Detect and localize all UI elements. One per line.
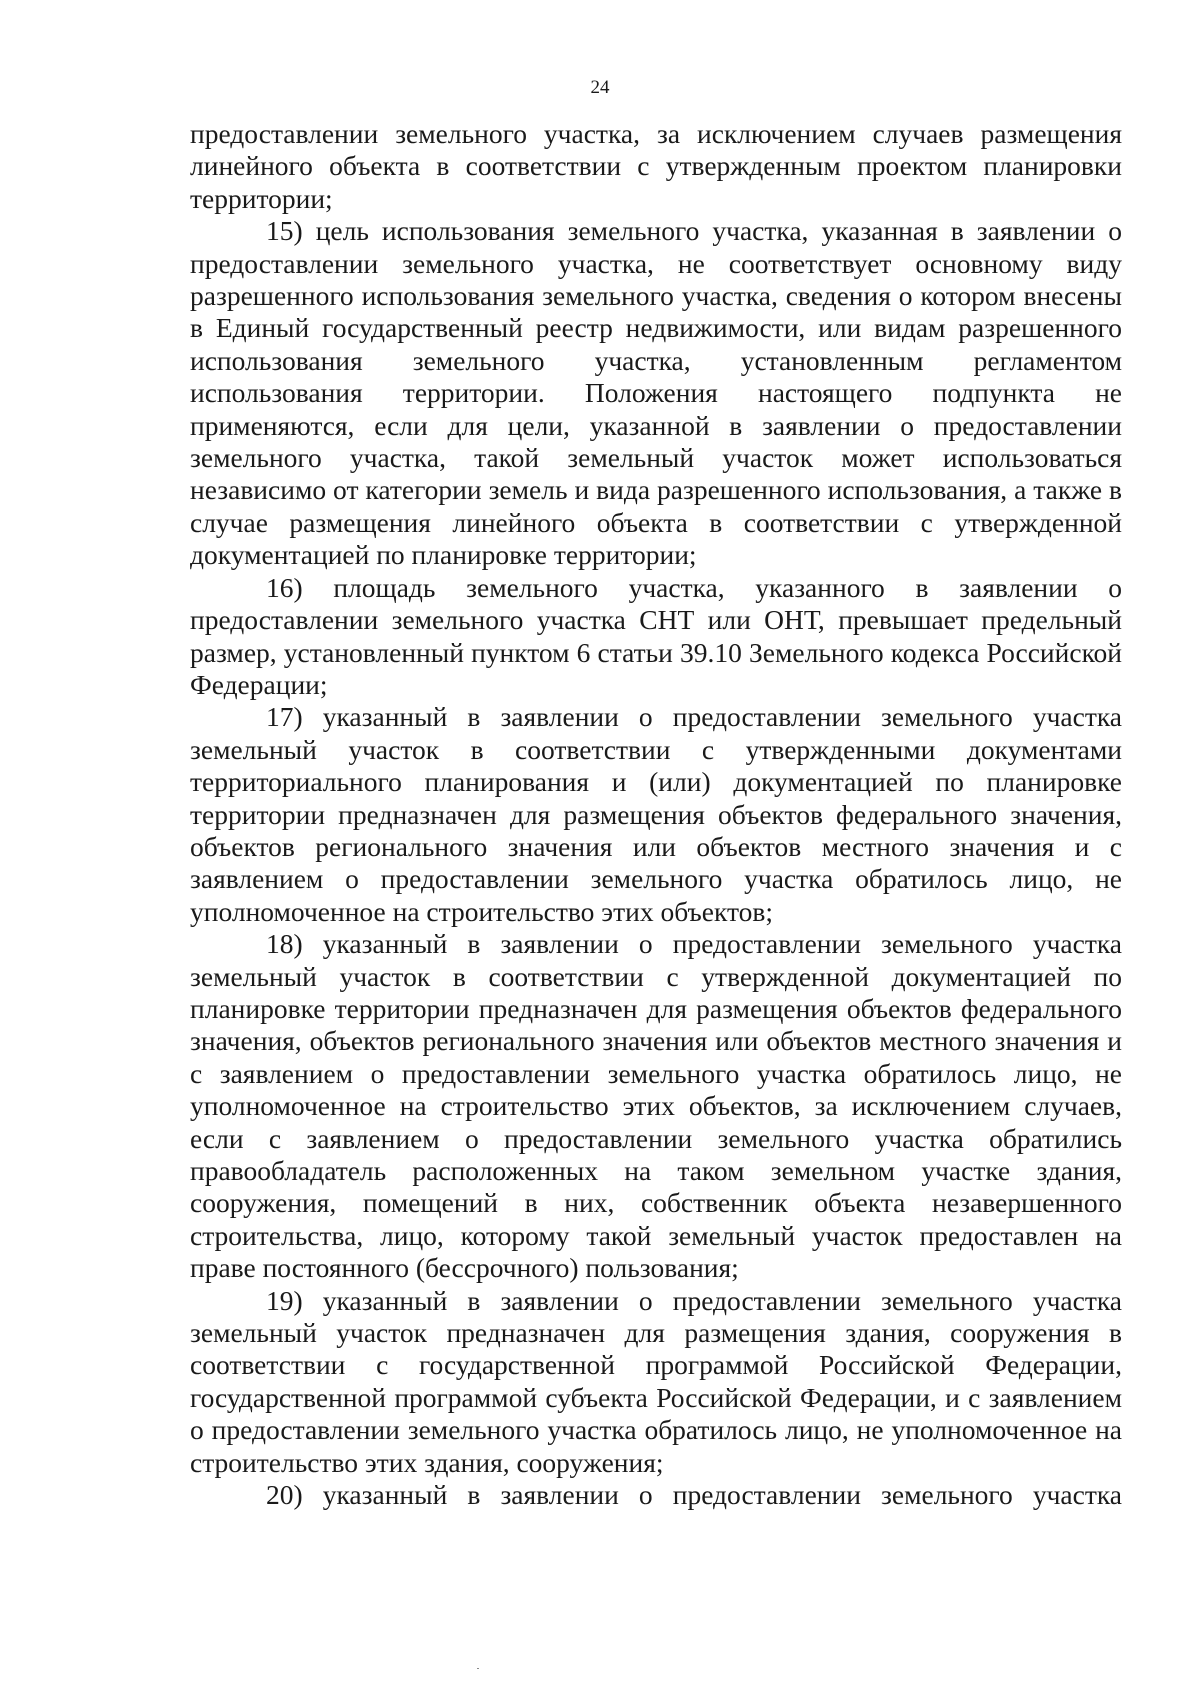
paragraph-item-19: 19) указанный в заявлении о предоставлении земельного участка земельный участок предназначен для размещения здания, сооружения в соответствии с государственной программой Российской Федерации, государственной программой субъекта Российской Федерации, и с заявлением о предоставлении земельного участка обратилось лицо, не уполномоченное на строительство этих здания, сооружения;: [190, 1284, 1122, 1478]
scan-speck: [477, 1668, 479, 1669]
page-number: 24: [590, 77, 610, 98]
paragraph-item-17: 17) указанный в заявлении о предоставлении земельного участка земельный участок в соответствии с утвержденными документами территориального планирования и (или) документацией по планировке территории предназначен для размещения объектов федерального значения, объектов регионального значения или объектов местного значения и с заявлением о предоставлении земельного участка обратилось лицо, не уполномоченное на строительство этих объектов;: [190, 701, 1122, 927]
document-body: [190, 118, 1122, 1511]
paragraph-continuation: предоставлении земельного участка, за исключением случаев размещения линейного объекта в соответствии с утвержденным проектом планировки территории;: [190, 118, 1122, 214]
paragraph-item-20: 20) указанный в заявлении о предоставлении земельного участка: [266, 1479, 1122, 1511]
paragraph-item-16: 16) площадь земельного участка, указанного в заявлении о предоставлении земельного участка СНТ или ОНТ, превышает предельный размер, установленный пунктом 6 статьи 39.10 Земельного кодекса Российской Федерации;: [190, 571, 1122, 700]
paragraph-item-15: 15) цель использования земельного участка, указанная в заявлении о предоставлении земельного участка, не соответствует основному виду разрешенного использования земельного участка, сведения о котором внесены в Единый государственный реестр недвижимости, или видам разрешенного использования земельного участка, установленным регламентом использования территории. Положения настоящего подпункта не применяются, если для цели, указанной в заявлении о предоставлении земельного участка, такой земельный участок может использоваться независимо от категории земель и вида разрешенного использования, а также в случае размещения линейного объекта в соответствии с утвержденной документацией по планировке территории;: [190, 215, 1122, 571]
paragraph-item-18: 18) указанный в заявлении о предоставлении земельного участка земельный участок в соответствии с утвержденной документацией по планировке территории предназначен для размещения объектов федерального значения, объектов регионального значения или объектов местного значения и с заявлением о предоставлении земельного участка обратилось лицо, не уполномоченное на строительство этих объектов, за исключением случаев, если с заявлением о предоставлении земельного участка обратились правообладатель расположенных на таком земельном участке здания, сооружения, помещений в них, собственник объекта незавершенного строительства, лицо, которому такой земельный участок предоставлен на праве постоянного (бессрочного) пользования;: [190, 928, 1122, 1284]
